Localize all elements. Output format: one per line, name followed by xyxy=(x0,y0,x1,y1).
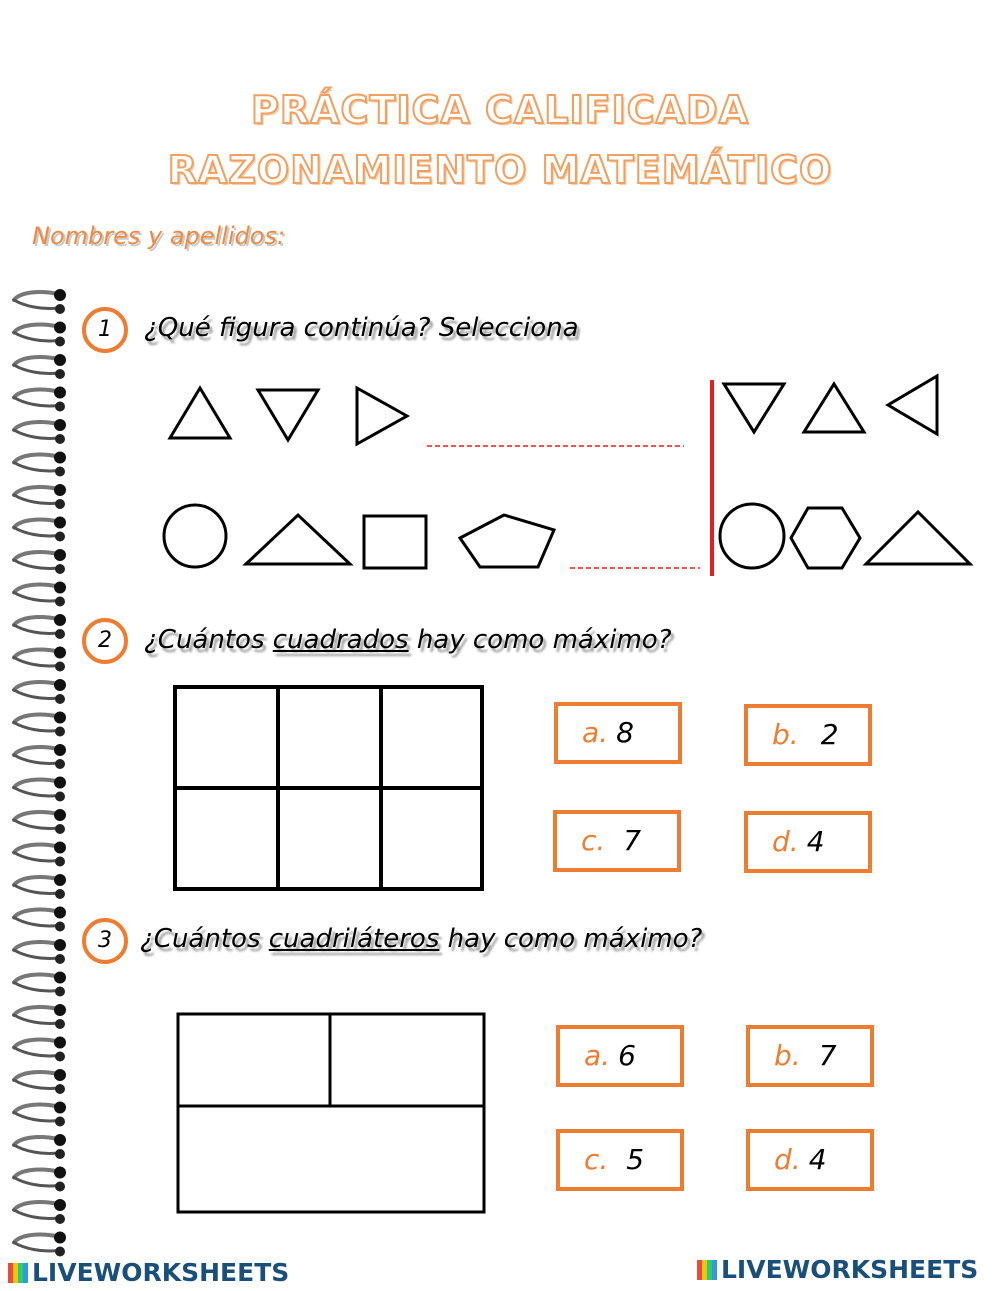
title-line-1: PRÁCTICA CALIFICADA xyxy=(251,88,749,132)
spiral-ring xyxy=(14,549,66,574)
spiral-ring xyxy=(14,289,66,314)
spiral-ring xyxy=(14,484,66,509)
triangle-up-shape xyxy=(170,388,230,438)
spiral-ring xyxy=(14,647,66,672)
triangle-shape xyxy=(246,515,350,564)
spiral-ring xyxy=(14,1037,66,1062)
spiral-binding xyxy=(0,280,80,1260)
question-3-number: 3 xyxy=(82,918,128,964)
spiral-ring xyxy=(14,809,66,834)
spiral-ring xyxy=(14,354,66,379)
option-triangle-down[interactable] xyxy=(724,384,784,432)
spiral-ring xyxy=(14,419,66,444)
spiral-ring xyxy=(14,1102,66,1127)
liveworksheets-icon xyxy=(697,1260,717,1280)
spiral-ring xyxy=(14,387,66,412)
spiral-ring xyxy=(14,322,66,347)
spiral-ring xyxy=(14,517,66,542)
question-2-number: 2 xyxy=(82,618,128,664)
q2-option-b[interactable]: b. 2 xyxy=(744,704,872,766)
spiral-ring xyxy=(14,1069,66,1094)
question-1-text: ¿Qué figura continúa? Selecciona xyxy=(144,313,579,343)
quadrilaterals-figure xyxy=(175,1011,487,1215)
liveworksheets-icon xyxy=(8,1263,28,1283)
title-line-2: RAZONAMIENTO MATEMÁTICO xyxy=(167,148,833,192)
spiral-ring xyxy=(14,1004,66,1029)
names-label: Nombres y apellidos: xyxy=(32,222,286,250)
spiral-ring xyxy=(14,679,66,704)
option-circle[interactable] xyxy=(720,504,784,568)
triangle-down-shape xyxy=(258,390,318,440)
liveworksheets-logo-left[interactable]: LIVEWORKSHEETS xyxy=(8,1258,289,1287)
q3-option-d[interactable]: d. 4 xyxy=(746,1129,874,1191)
spiral-ring xyxy=(14,874,66,899)
spiral-ring xyxy=(14,939,66,964)
squares-grid-figure xyxy=(172,684,486,894)
q3-option-c[interactable]: c. 5 xyxy=(556,1129,684,1191)
question-3-text: ¿Cuántos cuadriláteros hay como máximo? xyxy=(140,924,703,954)
square-shape xyxy=(364,516,426,568)
sequence-figures xyxy=(150,368,990,588)
q3-option-b[interactable]: b. 7 xyxy=(746,1025,874,1087)
question-2-keyword: cuadrados xyxy=(272,625,409,655)
spiral-ring xyxy=(14,744,66,769)
spiral-ring xyxy=(14,1199,66,1224)
q2-option-c[interactable]: c. 7 xyxy=(553,810,681,872)
spiral-ring xyxy=(14,582,66,607)
pentagon-shape xyxy=(460,515,554,567)
option-triangle[interactable] xyxy=(866,512,970,564)
q3-option-a[interactable]: a. 6 xyxy=(556,1025,684,1087)
question-2-text: ¿Cuántos cuadrados hay como máximo? xyxy=(144,625,672,655)
spiral-ring xyxy=(14,907,66,932)
question-1-number: 1 xyxy=(82,307,128,353)
liveworksheets-logo-right[interactable]: LIVEWORKSHEETS xyxy=(697,1255,978,1284)
spiral-ring xyxy=(14,1232,66,1257)
question-3-keyword: cuadriláteros xyxy=(268,924,440,954)
spiral-ring xyxy=(14,1134,66,1159)
spiral-ring xyxy=(14,712,66,737)
spiral-ring xyxy=(14,1167,66,1192)
q2-option-d[interactable]: d. 4 xyxy=(744,811,872,873)
option-triangle-left[interactable] xyxy=(888,376,937,434)
spiral-ring xyxy=(14,614,66,639)
spiral-ring xyxy=(14,972,66,997)
circle-shape xyxy=(164,505,226,567)
spiral-ring xyxy=(14,777,66,802)
option-triangle-up[interactable] xyxy=(804,384,864,432)
triangle-right-shape xyxy=(357,388,407,444)
q2-option-a[interactable]: a. 8 xyxy=(554,702,682,764)
option-hexagon[interactable] xyxy=(791,508,860,568)
spiral-ring xyxy=(14,452,66,477)
spiral-ring xyxy=(14,842,66,867)
